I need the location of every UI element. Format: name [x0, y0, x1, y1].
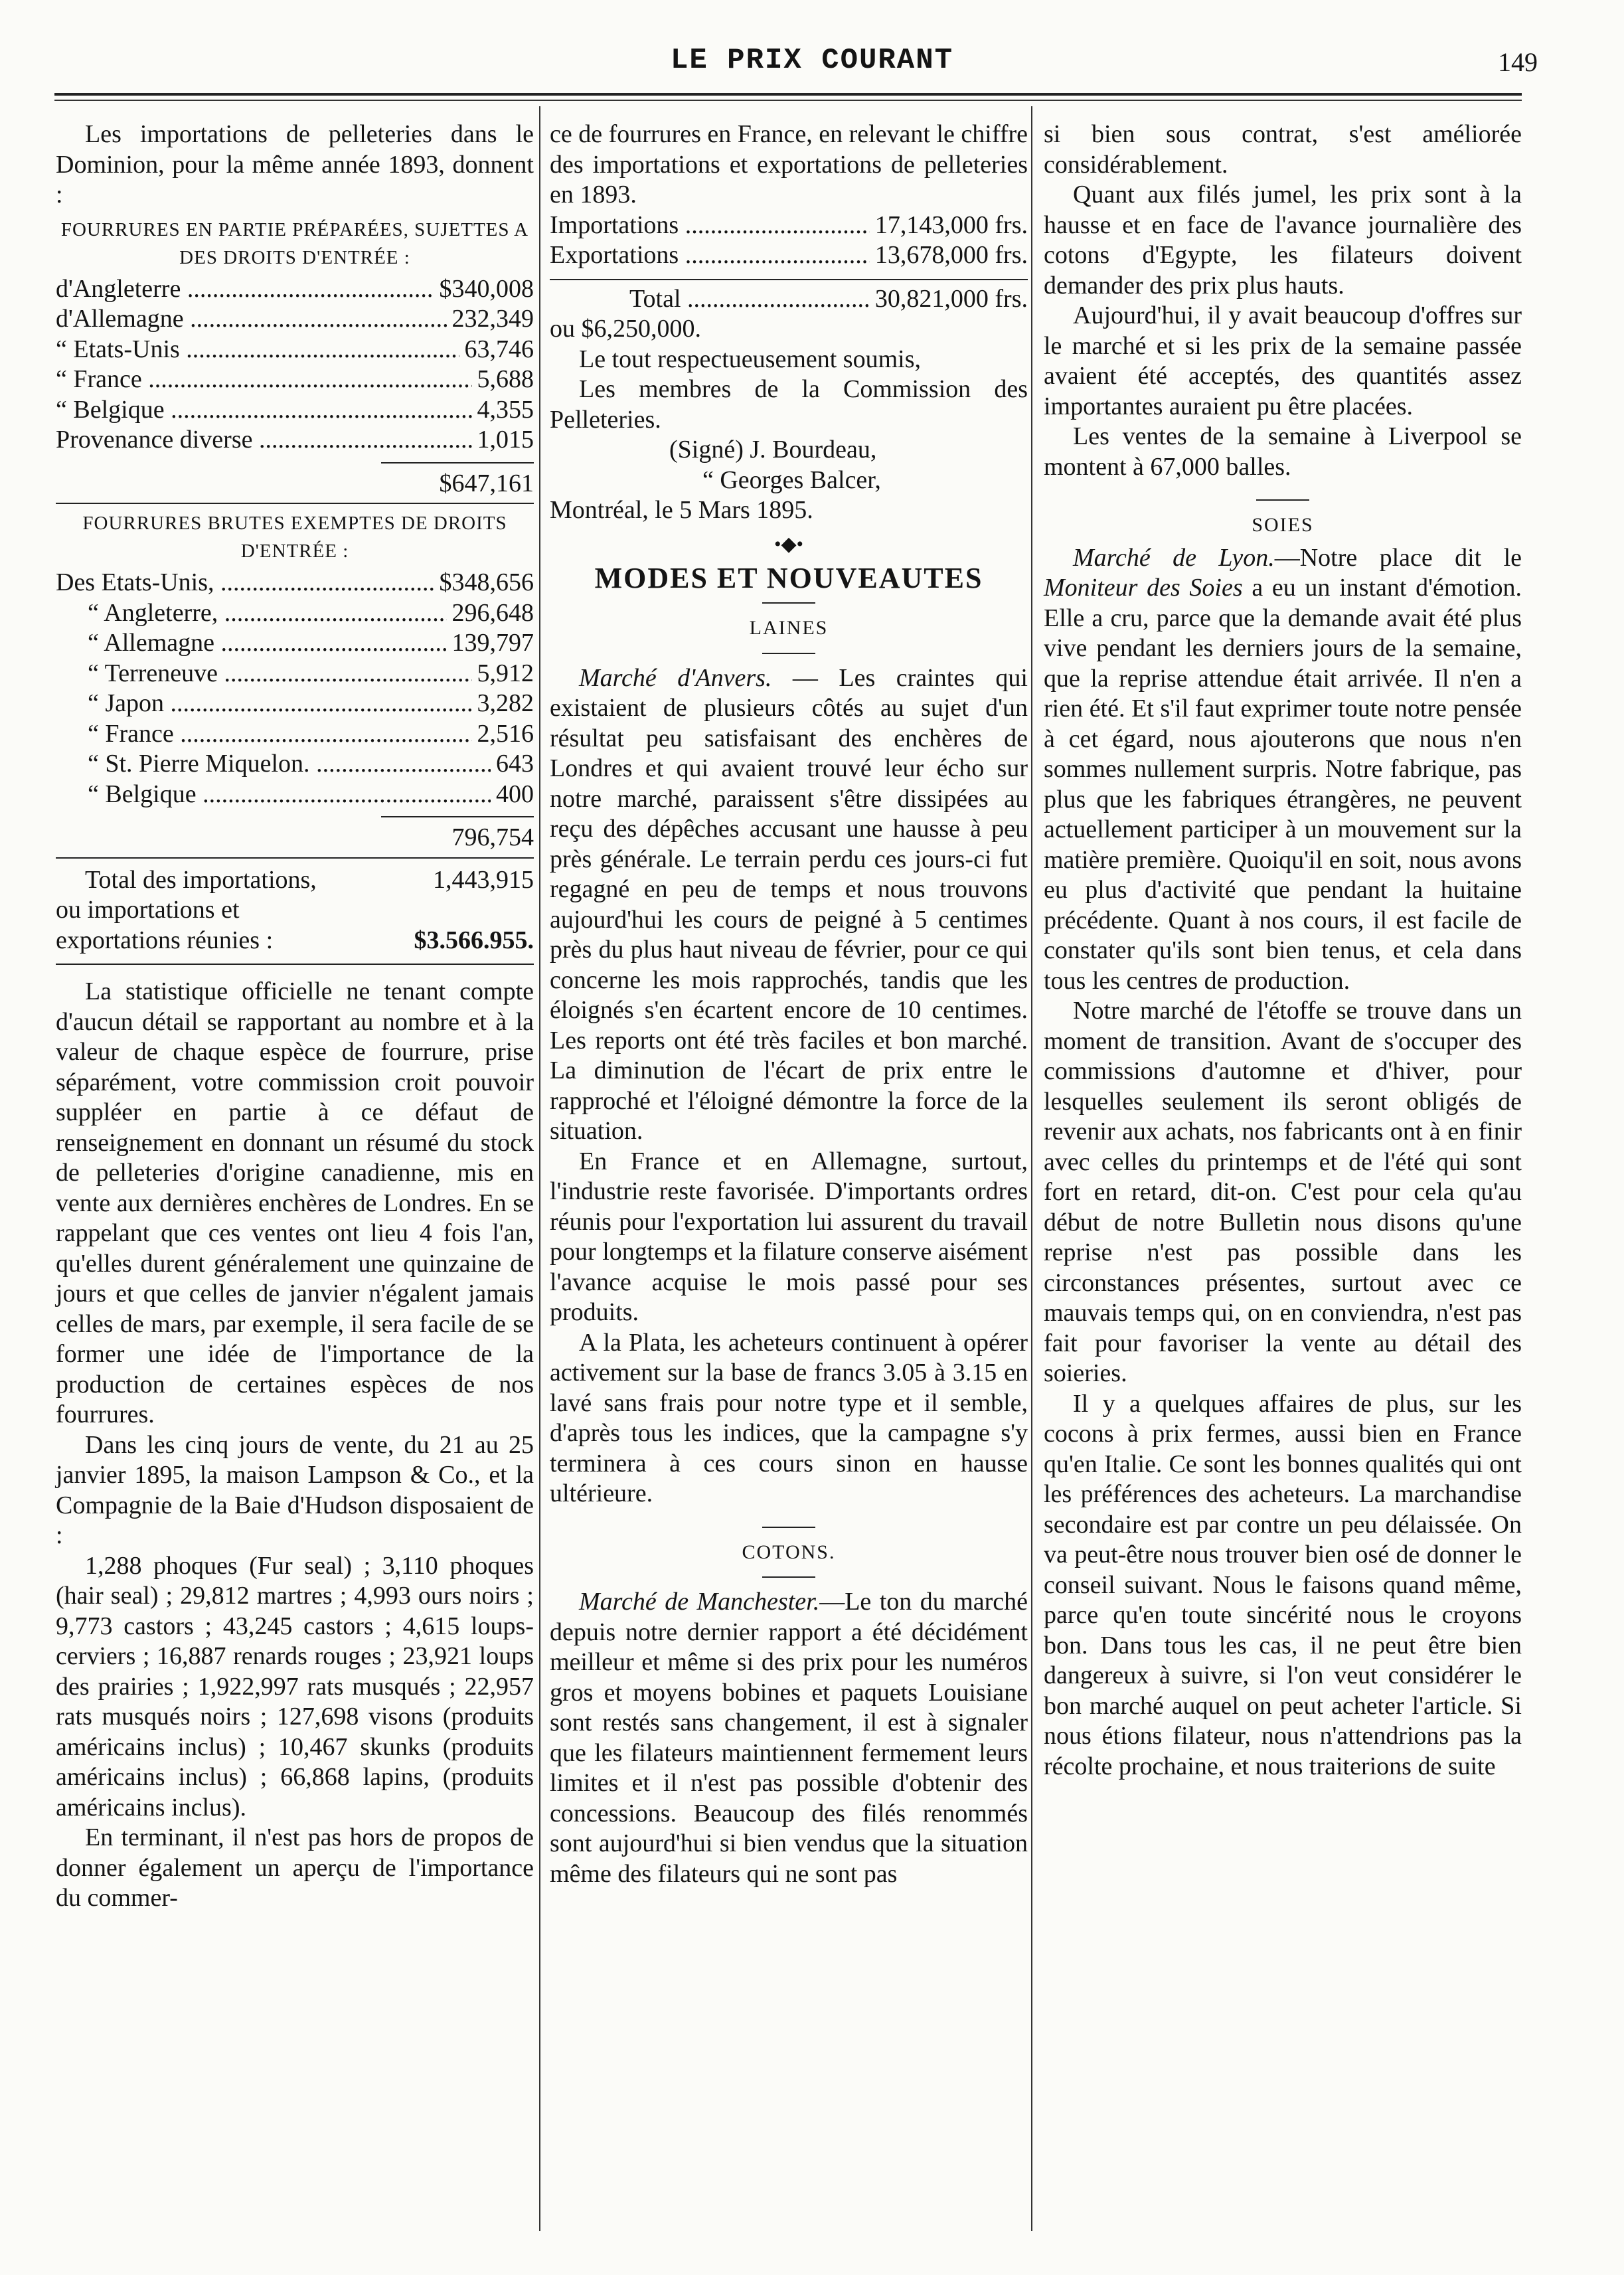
sum-rule [381, 462, 534, 463]
signature-1: (Signé) J. Bourdeau, [669, 436, 877, 463]
page-number: 149 [1498, 47, 1538, 77]
table-row: “ Belgique ..... 4,355 [56, 395, 534, 426]
short-rule [762, 653, 815, 654]
table-row: “ France ..... 2,516 [56, 719, 534, 750]
import-table-prepared [56, 274, 534, 456]
short-rule [1256, 499, 1309, 501]
table-total: $647,161 [439, 469, 534, 497]
paragraph: ce de fourrures en France, en relevant le chiffre des importations et exportations de pelleteries en 1893. [550, 120, 1028, 209]
short-rule [762, 1527, 815, 1528]
table-row: Exportations ..... 13,678,000 frs. [550, 240, 1028, 271]
table-row: “ St. Pierre Miquelon. ..... 643 [56, 749, 534, 780]
short-rule [762, 602, 815, 604]
table-row: “ Angleterre, ..... 296,648 [56, 598, 534, 629]
table-caption: FOURRURES EN PARTIE PRÉPARÉES, SUJETTES A DES DROITS D'ENTRÉE : [60, 218, 529, 268]
column-divider [1031, 106, 1032, 2231]
running-header [0, 40, 1624, 86]
table-total: 796,754 [451, 823, 534, 851]
table-row: Des Etats-Unis, ..... $348,656 [56, 568, 534, 598]
paragraph: Le tout respectueusement soumis, [579, 345, 921, 373]
short-rule [762, 1576, 815, 1578]
table-row: “ France ..... 5,688 [56, 365, 534, 395]
sum-rule [550, 279, 1028, 280]
column-divider [539, 106, 540, 2231]
table-row: “ Etats-Unis ..... 63,746 [56, 335, 534, 365]
subsection-heading: LAINES [749, 617, 829, 639]
subsection-heading: COTONS. [742, 1541, 836, 1563]
paragraph: 1,288 phoques (Fur seal) ; 3,110 phoques (hair seal) ; 29,812 martres ; 4,993 ours noirs ; 9,773 castors ; 43,245 castors ; 4,615 loups-cerviers ; 16,887 renards rouges ; 23,921 loups des prairies ; 1,922,997 rats musqués ; 22,957 rats musqués noirs ; 127,698 visons (produits américains inclus) ; 10,467 skunks (produits américains inclus) ; 66,868 lapins, (produits américains inclus). [56, 1551, 534, 1821]
table-row: Provenance diverse ..... 1,015 [56, 425, 534, 456]
paragraph: Quant aux filés jumel, les prix sont à la hausse et en face de l'avance journalière des cotons d'Egypte, les filateurs doivent demander des prix plus hauts. [1044, 181, 1522, 299]
sum-rule [381, 816, 534, 817]
section-rule [56, 503, 534, 504]
header-rule [54, 93, 1522, 96]
import-table-raw [56, 568, 534, 809]
section-rule [56, 964, 534, 965]
journal-title: LE PRIX COURANT [670, 44, 954, 77]
paragraph: ou $6,250,000. [550, 315, 701, 343]
table-row: “ Allemagne ..... 139,797 [56, 628, 534, 659]
paragraph: Marché de Lyon.—Notre place dit le Moniteur des Soies a eu un instant d'émotion. Elle a cru, parce que la demande avait été plus vive pendant les derniers jours de la semaine, que la reprise attendue était arrivée. Il n'en a rien été. Et s'il faut exprimer toute notre pensée à cet égard, nous ajouterons que nous n'en sommes nullement surpris. Notre fabrique, pas plus que les fabriques étrangères, ne peuvent actuellement participer à un mouvement sur la matière première. Quoiqu'il en soit, nous avons eu plus d'activité que pendant la huitaine précédente. Quant à nos cours, il est facile de constater qu'ils sont bien tenus, et cela dans tous les centres de production. [1044, 543, 1522, 995]
header-rule-thin [54, 100, 1522, 101]
total-row: Total ..... 30,821,000 frs. [550, 284, 1028, 315]
paragraph: Marché de Manchester.—Le ton du marché depuis notre dernier rapport a été décidément meilleur et même si des prix pour les numéros gros et moyens bobines et paquets Louisiane sont restés sans changement, il est à signaler que les filateurs maintiennent fermement leurs limites et il n'est pas possible d'obtenir des concessions. Beaucoup des filés renommés sont aujourd'hui si bien vendus que la situation même des filateurs qui ne sont pas [550, 1588, 1028, 1888]
section-heading: MODES ET NOUVEAUTES [594, 561, 983, 594]
signature-2: “ Georges Balcer, [702, 465, 881, 494]
column-2 [550, 120, 1028, 1889]
paragraph: Aujourd'hui, il y avait beaucoup d'offres sur le marché et si les prix de la semaine passée avaient été acceptés, des quantités assez importantes auraient pu être placées. [1044, 301, 1522, 420]
total-imports-row: Total des importations, 1,443,915 [85, 865, 534, 894]
table-caption: FOURRURES BRUTES EXEMPTES DE DROITS D'ENTRÉE : [82, 513, 507, 562]
paragraph: Les importations de pelleteries dans le Dominion, pour la même année 1893, donnent : [56, 120, 534, 209]
total-combined-row: ou importations et exportations réunies : $3.566.955. [56, 896, 534, 954]
column-3 [1044, 120, 1522, 1782]
paragraph: En France et en Allemagne, surtout, l'industrie reste favorisée. D'importants ordres réunis pour l'exportation lui assurent du travail pour longtemps et la filature conserve aisément l'avance acquise le mois passé pour ses produits. [550, 1147, 1028, 1326]
paragraph: si bien sous contrat, s'est améliorée considérablement. [1044, 120, 1522, 179]
paragraph: Il y a quelques affaires de plus, sur les cocons à prix fermes, aussi bien en France qu'en Italie. Ce sont les bonnes qualités qui ont les préférences des acheteurs. La marchandise secondaire est par contre un peu délaissée. On va peut-être nous trouver bien osé de donner le conseil suivant. Nous le faisons quand même, parce qu'en toute sincérité nous le croyons bon. Dans tous les cas, il ne peut être bien dangereux à suivre, si l'on veut considérer le bon marché auquel on peut acheter l'article. Si nous étions filateur, nous n'attendrions pas la récolte prochaine, et nous traiterions de suite [1044, 1389, 1522, 1780]
table-row: “ Belgique ..... 400 [56, 780, 534, 810]
table-row: “ Terreneuve ..... 5,912 [56, 659, 534, 689]
ornament-divider: •◆• [773, 533, 804, 555]
table-row: d'Angleterre ..... $340,008 [56, 274, 534, 305]
paragraph: Marché d'Anvers. — Les craintes qui existaient de plusieurs côtés au sujet d'un résultat peu satisfaisant des enchères de Londres et qui avaient trouvé leur écho sur notre marché, paraissent s'être dissipées au reçu des dépêches accusant une hausse à peu près générale. Le terrain perdu ces jours-ci fut regagné en peu de temps et nous trouvons aujourd'hui les cours de peigné à 5 centimes près du plus haut niveau de février, pour ce qui concerne les mois rapprochés, tandis que les éloignés s'en écartent encore de 10 centimes. Les reports ont été très faciles et bon marché. La diminution de l'écart de prix entre le rapproché et l'éloigné démontre la force de la situation. [550, 663, 1028, 1145]
column-1 [56, 120, 534, 1914]
table-row: “ Japon ..... 3,282 [56, 689, 534, 719]
paragraph: En terminant, il n'est pas hors de propos de donner également un aperçu de l'importance du commer- [56, 1823, 534, 1912]
table-row: d'Allemagne ..... 232,349 [56, 304, 534, 335]
paragraph: Les membres de la Commission des Pelleteries. [550, 375, 1028, 434]
paragraph: Les ventes de la semaine à Liverpool se montent à 67,000 balles. [1044, 422, 1522, 481]
paragraph: Dans les cinq jours de vente, du 21 au 25 janvier 1895, la maison Lampson & Co., et la Compagnie de la Baie d'Hudson disposaient de : [56, 1430, 534, 1549]
dateline: Montréal, le 5 Mars 1895. [550, 496, 813, 524]
section-rule [56, 857, 534, 859]
subsection-heading: SOIES [1252, 514, 1314, 536]
paragraph: A la Plata, les acheteurs continuent à opérer activement sur la base de francs 3.05 à 3.15 en lavé sans frais pour notre type et il semble, d'après tous les indices, que la campagne s'y terminera à ces cours sinon en hausse ultérieure. [550, 1328, 1028, 1507]
table-row: Importations ..... 17,143,000 frs. [550, 211, 1028, 241]
paragraph: La statistique officielle ne tenant compte d'aucun détail se rapportant au nombre et à la valeur de chaque espèce de fourrure, prise séparément, votre commission croit pouvoir suppléer en partie à ce défaut de renseignement en donnant un résumé du stock de pelleteries d'origine canadienne, mis en vente aux dernières enchères de Londres. En se rappelant que ces ventes ont lieu 4 fois l'an, qu'elles durent généralement une quinzaine de jours et que celles de janvier n'égalent jamais celles de mars, par exemple, il sera facile de se former une idée de l'importance de la production de certaines espèces de nos fourrures. [56, 977, 534, 1428]
paragraph: Notre marché de l'étoffe se trouve dans un moment de transition. Avant de s'occuper des commissions d'automne et d'hiver, pour lesquelles seulement ils seront obligés de revenir aux achats, nos fabricants ont à en finir avec celles du printemps et de l'été qui sont fort en retard, dit-on. C'est pour cela qu'au début de notre Bulletin nous disons qu'une reprise n'est pas possible dans les circonstances présentes, surtout avec ce mauvais temps qui, on en conviendra, n'est pas fait pour favoriser la vente au détail des soieries. [1044, 997, 1522, 1387]
